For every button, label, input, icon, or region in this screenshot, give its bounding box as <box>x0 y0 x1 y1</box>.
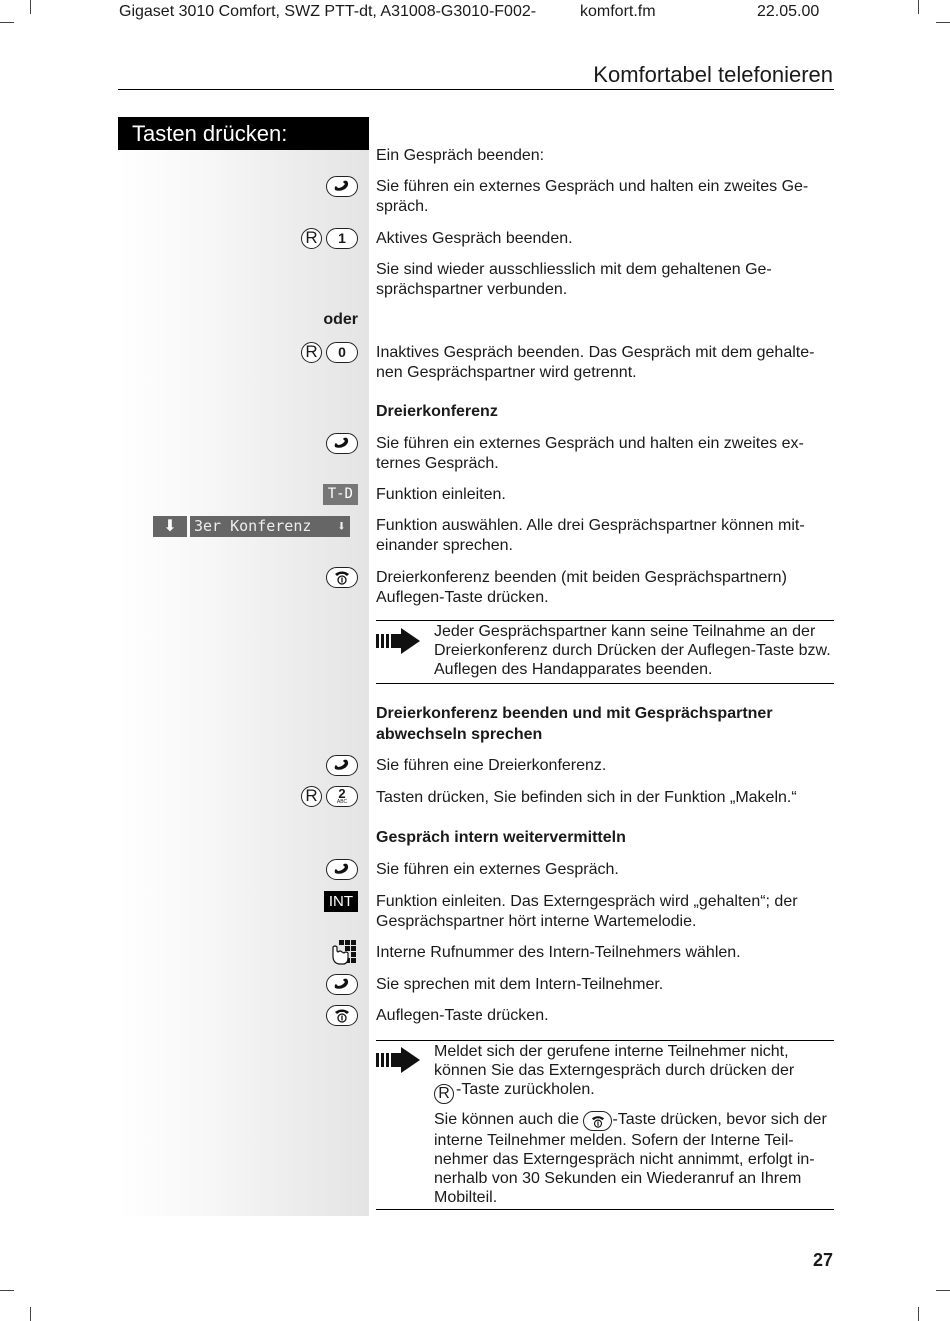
note1-text-a: Meldet sich der gerufene interne Teilnehmer nicht, können Sie das Externgespräch durch drücken der <box>434 1043 795 1079</box>
section1-intro: Ein Gespräch beenden: <box>376 147 545 164</box>
key-row <box>301 341 358 363</box>
header-file-info: Gigaset 3010 Comfort, SWZ PTT-dt, A31008-G3010-F002- <box>119 3 537 20</box>
crop-mark <box>918 1307 919 1321</box>
note1-text-b: -Taste zurückholen. <box>456 1081 595 1098</box>
int-key-icon: INT <box>324 891 358 912</box>
key-column-header: Tasten drücken: <box>118 117 369 150</box>
arrow-down-icon: ⬇ <box>336 516 346 535</box>
key-row <box>326 432 358 454</box>
digit-2-letters: ABC <box>336 798 348 805</box>
section2-step2: Funktion einleiten. <box>376 486 506 503</box>
arrow-down-icon: ⬇ <box>153 516 187 537</box>
talk-key-icon <box>326 176 358 197</box>
oder-label: oder <box>323 311 358 328</box>
crop-mark <box>0 22 14 23</box>
hang-up-key-icon <box>326 567 358 588</box>
section1-step2: Aktives Gespräch beenden. <box>376 230 573 247</box>
section4-step5: Auflegen-Taste drücken. <box>376 1007 549 1024</box>
section2-heading: Dreierkonferenz <box>376 403 498 420</box>
r-key-icon: R <box>434 1084 454 1104</box>
crop-mark <box>936 1290 950 1291</box>
key-row <box>326 754 358 776</box>
talk-key-icon <box>326 859 358 880</box>
key-row <box>326 1004 358 1026</box>
note-rule <box>376 683 834 684</box>
section1-step4: Inaktives Gespräch beenden. Das Gespräch mit dem gehalte-nen Gesprächspartner wird getrennt. <box>376 344 815 381</box>
crop-mark <box>918 0 919 14</box>
key-row <box>326 175 358 197</box>
section3-step2: Tasten drücken, Sie befinden sich in der Funktion „Makeln.“ <box>376 789 797 806</box>
page-title: Komfortabel telefonieren <box>593 62 833 87</box>
title-rule <box>118 89 834 90</box>
hang-up-key-icon <box>326 1005 358 1026</box>
talk-key-icon <box>326 433 358 454</box>
section2-step3: Funktion auswählen. Alle drei Gesprächspartner können mit-einander sprechen. <box>376 517 805 554</box>
digit-2-key-icon <box>326 786 358 807</box>
key-row <box>324 890 358 912</box>
display-menu-entry <box>190 516 350 537</box>
section3-step1: Sie führen eine Dreierkonferenz. <box>376 757 607 774</box>
section2-step1: Sie führen ein externes Gespräch und halten ein zweites ex-ternes Gespräch. <box>376 435 804 472</box>
display-menu-row <box>153 515 350 537</box>
digit-2-label: 2 <box>338 785 346 801</box>
key-row <box>323 483 358 505</box>
section4-note1 <box>434 1042 836 1104</box>
crop-mark <box>936 22 950 23</box>
key-row <box>301 227 358 249</box>
talk-key-icon <box>326 974 358 995</box>
crop-mark <box>30 1307 31 1321</box>
note-rule <box>376 1209 834 1210</box>
key-row <box>301 785 358 807</box>
section4-heading: Gespräch intern weitervermitteln <box>376 829 626 846</box>
key-row <box>326 566 358 588</box>
header-date: 22.05.00 <box>757 3 820 20</box>
section2-step4: Dreierkonferenz beenden (mit beiden Gesprächspartnern) Auflegen-Taste drücken. <box>376 569 787 606</box>
note2-text-a: Sie können auch die <box>434 1111 579 1128</box>
page-number: 27 <box>812 1250 833 1270</box>
r-key-icon: R <box>301 786 322 807</box>
talk-key-icon <box>326 755 358 776</box>
section1-step3: Sie sind wieder ausschliesslich mit dem gehaltenen Ge-sprächspartner verbunden. <box>376 261 772 298</box>
key-column <box>118 117 369 1216</box>
note-arrow-icon <box>376 1045 422 1080</box>
section4-step1: Sie führen ein externes Gespräch. <box>376 861 619 878</box>
section1-step1: Sie führen ein externes Gespräch und halten ein zweites Ge-spräch. <box>376 178 809 215</box>
r-key-icon: R <box>301 228 322 249</box>
section2-note: Jeder Gesprächspartner kann seine Teilnahme an der Dreierkonferenz durch Drücken der Auflegen-Taste bzw. Auflegen des Handapparates beenden. <box>434 623 831 678</box>
hang-up-key-icon <box>583 1111 612 1131</box>
menu-entry-label: 3er Konferenz <box>194 516 312 535</box>
crop-mark <box>30 0 31 14</box>
crop-mark <box>0 1290 14 1291</box>
digit-1-key-icon: 1 <box>326 228 358 249</box>
section4-note2 <box>434 1110 836 1207</box>
header-file-name: komfort.fm <box>580 3 656 20</box>
digit-0-key-icon: 0 <box>326 342 358 363</box>
key-row <box>326 973 358 995</box>
note2-text-b: -Taste drücken, bevor sich der interne Teilnehmer melden. Sofern der Interne Teil-nehmer das Externgespräch nicht annimmt, erfolgt in-nerhalb von 30 Sekunden ein Wiederanruf an Ihrem Mobilteil. <box>434 1111 827 1206</box>
section4-step3: Interne Rufnummer des Intern-Teilnehmers wählen. <box>376 944 741 961</box>
key-row <box>326 858 358 880</box>
section3-heading: Dreierkonferenz beenden und mit Gesprächspartner abwechseln sprechen <box>376 705 773 743</box>
r-key-icon: R <box>301 342 322 363</box>
td-key-icon: T-D <box>323 484 358 505</box>
section4-step2: Funktion einleiten. Das Externgespräch wird „gehalten“; der Gesprächspartner hört interne Wartemelodie. <box>376 893 798 930</box>
keypad-dial-icon <box>330 939 358 972</box>
section4-step4: Sie sprechen mit dem Intern-Teilnehmer. <box>376 976 664 993</box>
note-rule <box>376 620 834 621</box>
note-rule <box>376 1040 834 1041</box>
note-arrow-icon <box>376 626 422 661</box>
